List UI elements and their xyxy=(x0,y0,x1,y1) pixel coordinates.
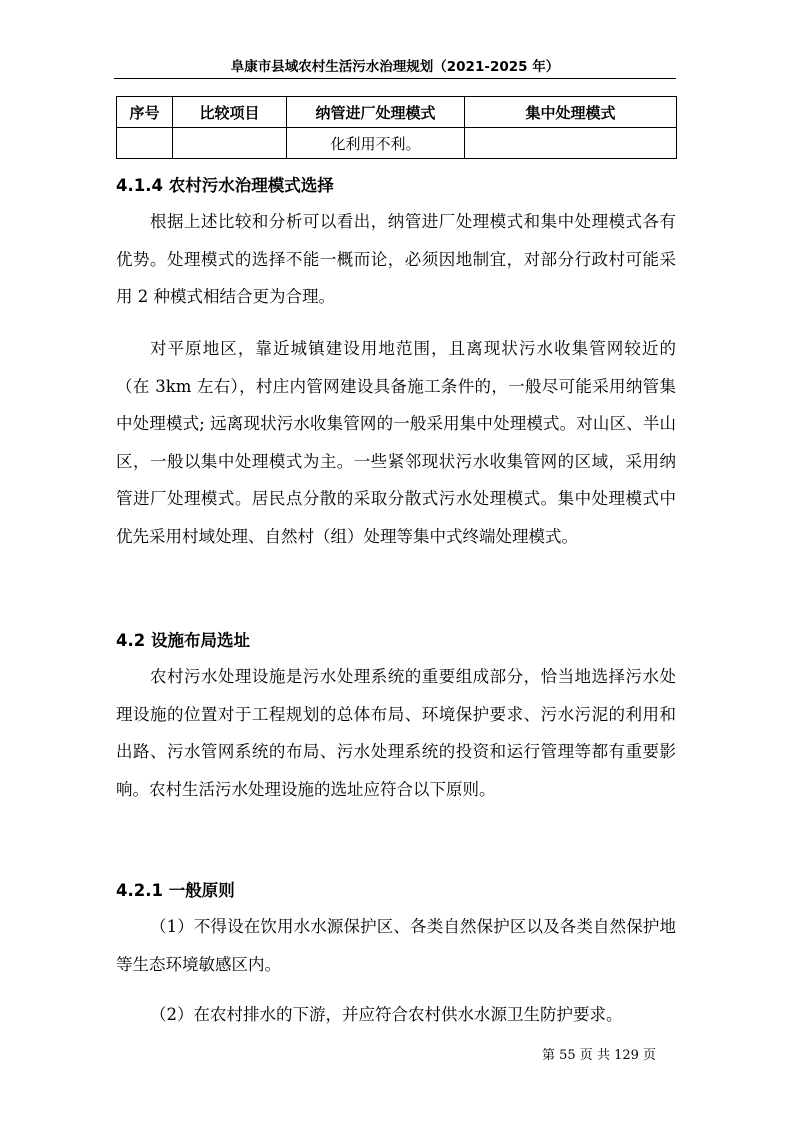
paragraph-principle-2: （2）在农村排水的下游，并应符合农村供水水源卫生防护要求。 xyxy=(150,1005,623,1024)
page-number: 第 55 页 共 129 页 xyxy=(542,1048,657,1063)
table-cell xyxy=(173,128,287,159)
paragraph-plain-mountain: 对平原地区，靠近城镇建设用地范围，且离现状污水收集管网较近的（在 3km 左右），村庄内管网建设具备施工条件的，一般尽可能采用纳管集中处理模式; 远离现状污水收集管网的一般采用集中处理模式。对山区、半山区，一般以集中处理模式为主。一些紧邻现状污水收集管网的区域，采用纳管进厂处理模式。居民点分散的采取分散式污水处理模式。集中处理模式中优先采用村域处理、自然村（组）处理等集中式终端处理模式。 xyxy=(116,339,676,546)
section-heading-4-2-1: 4.2.1 一般原则 xyxy=(116,881,235,900)
paragraph-mode-selection: 根据上述比较和分析可以看出，纳管进厂处理模式和集中处理模式各有优势。处理模式的选择不能一概而论，必须因地制宜，对部分行政村可能采用 2 种模式相结合更为合理。 xyxy=(116,212,676,306)
column-header: 纳管进厂处理模式 xyxy=(287,97,465,128)
table-cell: 化利用不利。 xyxy=(287,128,465,159)
table-cell xyxy=(465,128,677,159)
section-heading-4-1-4: 4.1.4 农村污水治理模式选择 xyxy=(116,176,334,195)
table-row xyxy=(117,128,677,159)
column-header: 比较项目 xyxy=(173,97,287,128)
table-cell xyxy=(117,128,173,159)
column-header: 序号 xyxy=(117,97,173,128)
page-header: 阜康市县域农村生活污水治理规划（2021-2025 年） xyxy=(230,59,560,75)
table-header-row xyxy=(117,97,677,128)
paragraph-principle-1: （1）不得设在饮用水水源保护区、各类自然保护区以及各类自然保护地等生态环境敏感区内。 xyxy=(116,917,676,974)
section-heading-4-2: 4.2 设施布局选址 xyxy=(116,631,250,650)
comparison-table xyxy=(116,96,677,159)
paragraph-facility-siting: 农村污水处理设施是污水处理系统的重要组成部分，恰当地选择污水处理设施的位置对于工程规划的总体布局、环境保护要求、污水污泥的利用和出路、污水管网系统的布局、污水处理系统的投资和运行管理等都有重要影响。农村生活污水处理设施的选址应符合以下原则。 xyxy=(116,667,676,799)
column-header: 集中处理模式 xyxy=(465,97,677,128)
header-rule xyxy=(114,78,676,79)
